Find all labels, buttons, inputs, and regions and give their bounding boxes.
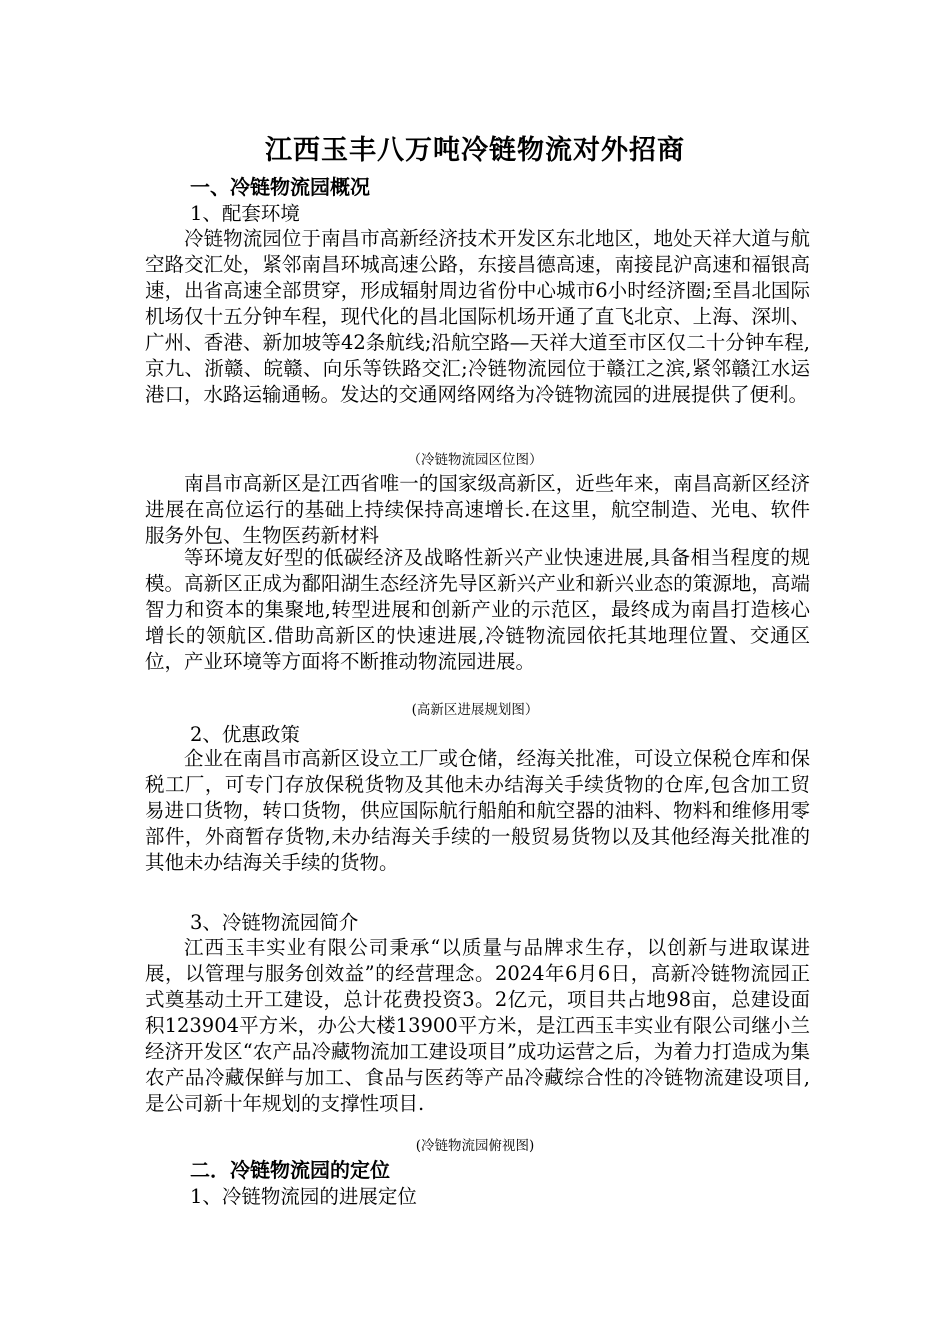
paragraph-hitech-zone: 南昌市高新区是江西省唯一的国家级高新区，近些年来，南昌高新区经济进展在高位运行的基础上持续保持高速增长.在这里，航空制造、光电、软件服务外包、生物医药新材料	[145, 472, 810, 547]
section-heading-overview: 一、冷链物流园概况	[190, 175, 370, 199]
section-heading-positioning: 二．冷链物流园的定位	[190, 1158, 390, 1182]
subheading-policy: 2、优惠政策	[190, 723, 300, 746]
paragraph-policy: 企业在南昌市高新区设立工厂或仓储，经海关批准，可设立保税仓库和保税工厂，可专门存放保税货物及其他未办结海关手续货物的仓库,包含加工贸易进口货物，转口货物，供应国际航行船舶和航空器的油料、物料和维修用零部件，外商暂存货物,未办结海关手续的一般贸易货物以及其他经海关批准的其他未办结海关手续的货物。	[145, 747, 810, 874]
paragraph-location: 冷链物流园位于南昌市高新经济技术开发区东北地区，地处天祥大道与航空路交汇处，紧邻南昌环城高速公路，东接昌德高速，南接昆沪高速和福银高速，出省高速全部贯穿，形成辐射周边省份中心城市6小时经济圈;至昌北国际机场仅十五分钟车程，现代化的昌北国际机场开通了直飞北京、上海、深圳、广州、香港、新加坡等42条航线;沿航空路—天祥大道至市区仅二十分钟车程,京九、浙赣、皖赣、向乐等铁路交汇;冷链物流园位于赣江之滨,紧邻赣江水运港口，水路运输通畅。发达的交通网络网络为冷链物流园的进展提供了便利。	[145, 227, 810, 406]
document-title: 江西玉丰八万吨冷链物流对外招商	[265, 135, 685, 166]
caption-location-map: （冷链物流园区位图）	[407, 452, 543, 468]
paragraph-introduction: 江西玉丰实业有限公司秉承“以质量与品牌求生存，以创新与进取谋进展，以管理与服务创效益”的经营理念。2024年6月6日，高新冷链物流园正式奠基动土开工建设，总计花费投资3。2亿元，项目共占地98亩，总建设面积123904平方米，办公大楼13900平方米，是江西玉丰实业有限公司继小兰经济开发区“农产品冷藏物流加工建设项目”成功运营之后，为着力打造成为集农产品冷藏保鲜与加工、食品与医药等产品冷藏综合性的冷链物流建设项目,是公司新十年规划的支撑性项目.	[145, 936, 810, 1115]
caption-planning-map: (高新区进展规划图）	[411, 702, 539, 718]
subheading-environment: 1、配套环境	[190, 202, 300, 225]
subheading-introduction: 3、冷链物流园简介	[190, 911, 359, 934]
subheading-development-positioning: 1、冷链物流园的进展定位	[190, 1185, 417, 1208]
caption-aerial-view: (冷链物流园俯视图)	[415, 1138, 535, 1154]
paragraph-hitech-development: 等环境友好型的低碳经济及战略性新兴产业快速进展,具备相当程度的规模。高新区正成为鄱阳湖生态经济先导区新兴产业和新兴业态的策源地，高端智力和资本的集聚地,转型进展和创新产业的示范区，最终成为南昌打造核心增长的领航区.借助高新区的快速进展,冷链物流园依托其地理位置、交通区位，产业环境等方面将不断推动物流园进展。	[145, 546, 810, 673]
